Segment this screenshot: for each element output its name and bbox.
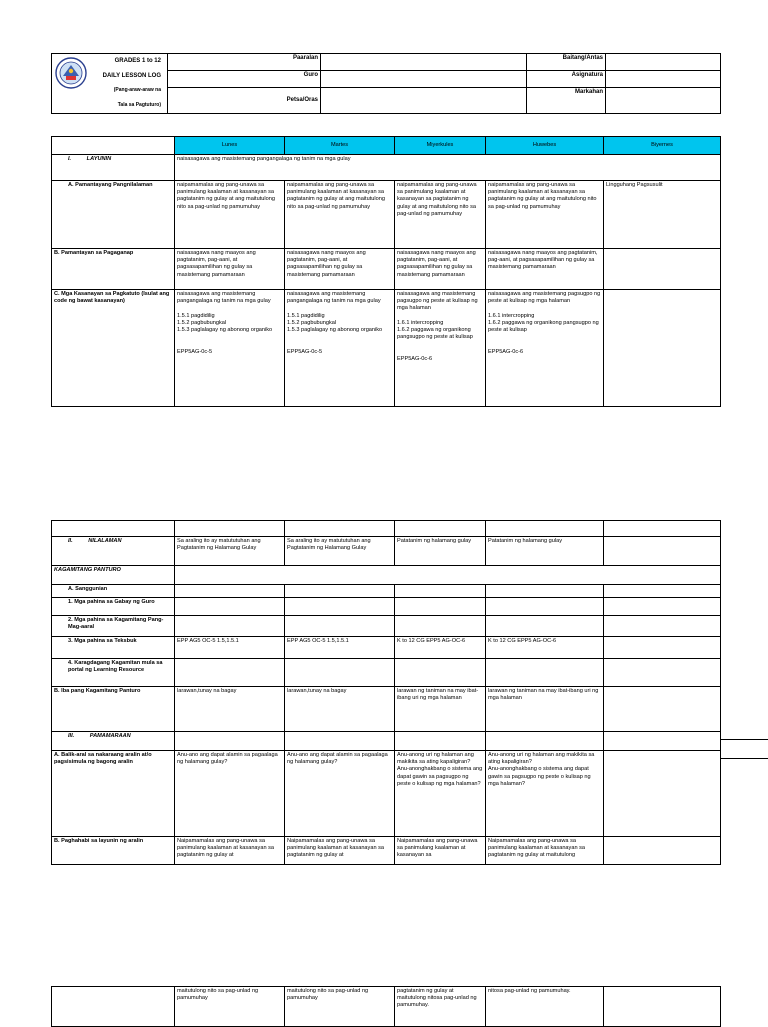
c-cell-martes: naisasagawa ang masistemang pangangalaga ng tanim na mga gulay 1.5.1 pagdidilig 1.5.2 pagbubungkal 1.5.3 paglalagay ng abonong organiko EPP5AG-0c-5 [285,290,395,407]
asignatura-value[interactable] [606,71,721,88]
nilalaman-martes: Sa araling ito ay matututuhan ang Pagtatanim ng Halamang Gulay [285,537,395,566]
paghahabi-martes: Naipamamalas ang pang-unawa sa panimulang kaalaman at kasanayan sa pagtatanim ng gulay at [285,837,395,865]
continuation-table [51,986,721,1027]
teksbuk-miyerkules: K to 12 CG EPP5 AG-OC-6 [395,637,486,659]
karagdagang-kagamitan-label: 4. Karagdagang Kagamitan mula sa portal ng Learning Resource [52,659,175,687]
pamamaraan-label: PAMAMARAAN [89,733,131,739]
nilalaman-label: NILALAMAN [88,538,122,544]
balik-lunes: Anu-ano ang dapat alamin sa pagaalaga ng halamang gulay? [175,751,285,837]
cont-miyerkules: pagtatanim ng gulay at maitutulong nitosa pag-unlad ng pamumuhay. [395,987,486,1027]
baitang-value[interactable] [606,54,721,71]
corner-cell [52,137,175,155]
b-cell-huwebes: naisasagawa nang maayos ang pagtatanim, pag-aani, at pagsasapamilihan ng gulay sa masistemang pamamaraan [486,249,604,290]
paghahabi-miyerkules: Naipamamalas ang pang-unawa sa panimulang kaalaman at kasanayan sa [395,837,486,865]
nilalaman-biyernes [604,537,721,566]
subtitle-line-1: (Pang-araw-araw na [113,87,161,94]
mga-kasanayan-label: C. Mga Kasanayan sa Pagkatuto (Isulat ang code ng bawat kasanayan) [52,290,175,407]
b-cell-miyerkules: naisasagawa nang maayos ang pagtatanim, pag-aani, at pagsasapamilihan ng gulay sa masistemang pamamaraan [395,249,486,290]
baitang-label: Baitang/Antas [527,54,606,71]
objectives-table [51,136,721,407]
kagamitang-panturo-label: KAGAMITANG PANTURO [52,566,175,585]
iba-huwebes: larawan ng taniman na may ibat-ibang uri ng mga halaman [486,687,604,732]
nilalaman-label-cell [52,537,175,566]
teksbuk-lunes: EPP AG5 OC-5 1.5,1.5.1 [175,637,285,659]
teksbuk-label: 3. Mga pahina sa Teksbuk [52,637,175,659]
a-cell-lunes: naipamamalas ang pang-unawa sa panimulang kaalaman at kasanayan sa pagtatanim ng gulay at ang maitutulong nito sa pag-unlad ng pamumuhay [175,181,285,249]
iba-lunes: larawan,tunay na bagay [175,687,285,732]
layunin-label: LAYUNIN [86,156,112,162]
sanggunian-label: A. Sanggunian [52,585,175,598]
cont-huwebes: nitosa pag-unlad ng pamumuhay. [486,987,604,1027]
cont-martes: maitutulong nito sa pag-unlad ng pamumuhay [285,987,395,1027]
overflow-line-2 [720,758,768,759]
content-table [51,520,721,865]
a-cell-biyernes: Lingguhang Pagsusulit [604,181,721,249]
day-header-huwebes: Huwebes [486,137,604,155]
paaralan-value[interactable] [321,54,527,71]
pamantayang-pangnilalaman-label: A. Pamantayang Pangnilalaman [52,181,175,249]
iba-pang-kagamitan-label: B. Iba pang Kagamitang Panturo [52,687,175,732]
iba-martes: larawan,tunay na bagay [285,687,395,732]
c-cell-lunes: naisasagawa ang masistemang pangangalaga ng tanim na mga gulay 1.5.1 pagdidilig 1.5.2 pagbubungkal 1.5.3 paglalagay ng abonong organiko EPP5AG-0c-5 [175,290,285,407]
nilalaman-miyerkules: Patatanim ng halamang gulay [395,537,486,566]
layunin-label-cell [52,155,175,181]
paghahabi-biyernes [604,837,721,865]
b-cell-martes: naisasagawa nang maayos ang pagtatanim, pag-aani, at pagsasapamilihan ng gulay sa masistemang pamamaraan [285,249,395,290]
overflow-line-1 [720,739,768,740]
balik-aral-label: A. Balik-aral sa nakaraang aralin at/o pagsisimula ng bagong aralin [52,751,175,837]
paghahabi-label: B. Paghahabi sa layunin ng aralin [52,837,175,865]
day-header-lunes: Lunes [175,137,285,155]
cont-biyernes [604,987,721,1027]
guro-label: Guro [168,71,321,88]
teksbuk-martes: EPP AG5 OC-5 1.5,1.5.1 [285,637,395,659]
iba-biyernes [604,687,721,732]
day-header-martes: Martes [285,137,395,155]
daily-lesson-log-label: DAILY LESSON LOG [102,73,161,80]
layunin-num: I. [68,156,72,162]
asignatura-label: Asignatura [527,71,606,88]
gabay-ng-guro-label: 1. Mga pahina sa Gabay ng Guro [52,598,175,616]
t2-corner [52,521,175,537]
teksbuk-biyernes [604,637,721,659]
cont-lunes: maitutulong nito sa pag-unlad ng pamumuhay [175,987,285,1027]
iba-miyerkules: larawan ng taniman na may ibat-ibang uri ng mga halaman [395,687,486,732]
subtitle-line-2: Tala sa Pagtuturo) [117,101,161,108]
c-cell-huwebes: naisasagawa ang masistemang pagsugpo ng peste at kulisap ng mga halaman 1.6.1 intercropping 1.6.2 paggawa ng organikong pangsugpo ng peste at kulisap EPP5AG-0c-6 [486,290,604,407]
a-cell-huwebes: naipamamalas ang pang-unawa sa panimulang kaalaman at kasanayan sa pagtatanim ng gulay at ang maitutulong nito sa pag-unlad ng pamumuhay [486,181,604,249]
balik-miyerkules: Anu-anong uri ng halaman ang makikita sa ating kapaligiran? Anu-anonghakbang o sistema ang dapat gawin sa pagsugpo ng peste o kulisap ng mga halaman? [395,751,486,837]
balik-biyernes [604,751,721,837]
guro-value[interactable] [321,71,527,88]
balik-martes: Anu-ano ang dapat alamin sa pagaalaga ng halamang gulay? [285,751,395,837]
petsa-value[interactable] [321,88,527,114]
pamamaraan-label-cell [52,732,175,751]
b-cell-lunes: naisasagawa nang maayos ang pagtatanim, pag-aani, at pagsasapamilihan ng gulay sa masistemang pamamaraan [175,249,285,290]
markahan-label: Markahan [527,88,606,114]
layunin-text: naisasagawa ang masistemang pangangalaga ng tanim na mga gulay [175,155,721,181]
pamantayan-sa-pagaganap-label: B. Pamantayan sa Pagaganap [52,249,175,290]
kagamitang-pang-mag-aaral-label: 2. Mga pahina sa Kagamitang Pang-Mag-aaral [52,616,175,637]
paaralan-label: Paaralan [168,54,321,71]
c-cell-miyerkules: naisasagawa ang masistemang pagsugpo ng peste at kulisap ng mga halaman 1.6.1 intercropping 1.6.2 paggawa ng organikong pangsugpo ng peste at kulisap EPP5AG-0c-6 [395,290,486,407]
teksbuk-huwebes: K to 12 CG EPP5 AG-OC-6 [486,637,604,659]
balik-huwebes: Anu-anong uri ng halaman ang makikita sa ating kapaligiran? Anu-anonghakbang o sistema ang dapat gawin sa pagsugpo ng peste o kulisap ng mga halaman? [486,751,604,837]
header-table [51,53,721,114]
day-header-miyerkules: Miyerkules [395,137,486,155]
deped-seal-icon [55,57,87,89]
nilalaman-num: II. [68,538,73,544]
pamamaraan-num: III. [68,733,75,739]
grades-label: GRADES 1 to 12 [114,58,161,64]
markahan-value[interactable] [606,88,721,114]
a-cell-martes: naipamamalas ang pang-unawa sa panimulang kaalaman at kasanayan sa pagtatanim ng gulay at ang maitutulong nito sa pag-unlad ng pamumuhay [285,181,395,249]
a-cell-miyerkules: naipamamalas ang pang-unawa sa panimulang kaalaman at kasanayan sa pagtatanim ng gulay at ang maitutulong nito sa pag-unlad ng pamumuhay [395,181,486,249]
c-cell-biyernes [604,290,721,407]
nilalaman-lunes: Sa araling ito ay matututuhan ang Pagtatanim ng Halamang Gulay [175,537,285,566]
b-cell-biyernes [604,249,721,290]
paghahabi-lunes: Naipamamalas ang pang-unawa sa panimulang kaalaman at kasanayan sa pagtatanim ng gulay at [175,837,285,865]
day-header-biyernes: Biyernes [604,137,721,155]
nilalaman-huwebes: Patatanim ng halamang gulay [486,537,604,566]
paghahabi-huwebes: Naipamamalas ang pang-unawa sa panimulang kaalaman at kasanayan sa pagtatanim ng gulay at maitutulong [486,837,604,865]
petsa-label: Petsa/Oras [168,88,321,114]
